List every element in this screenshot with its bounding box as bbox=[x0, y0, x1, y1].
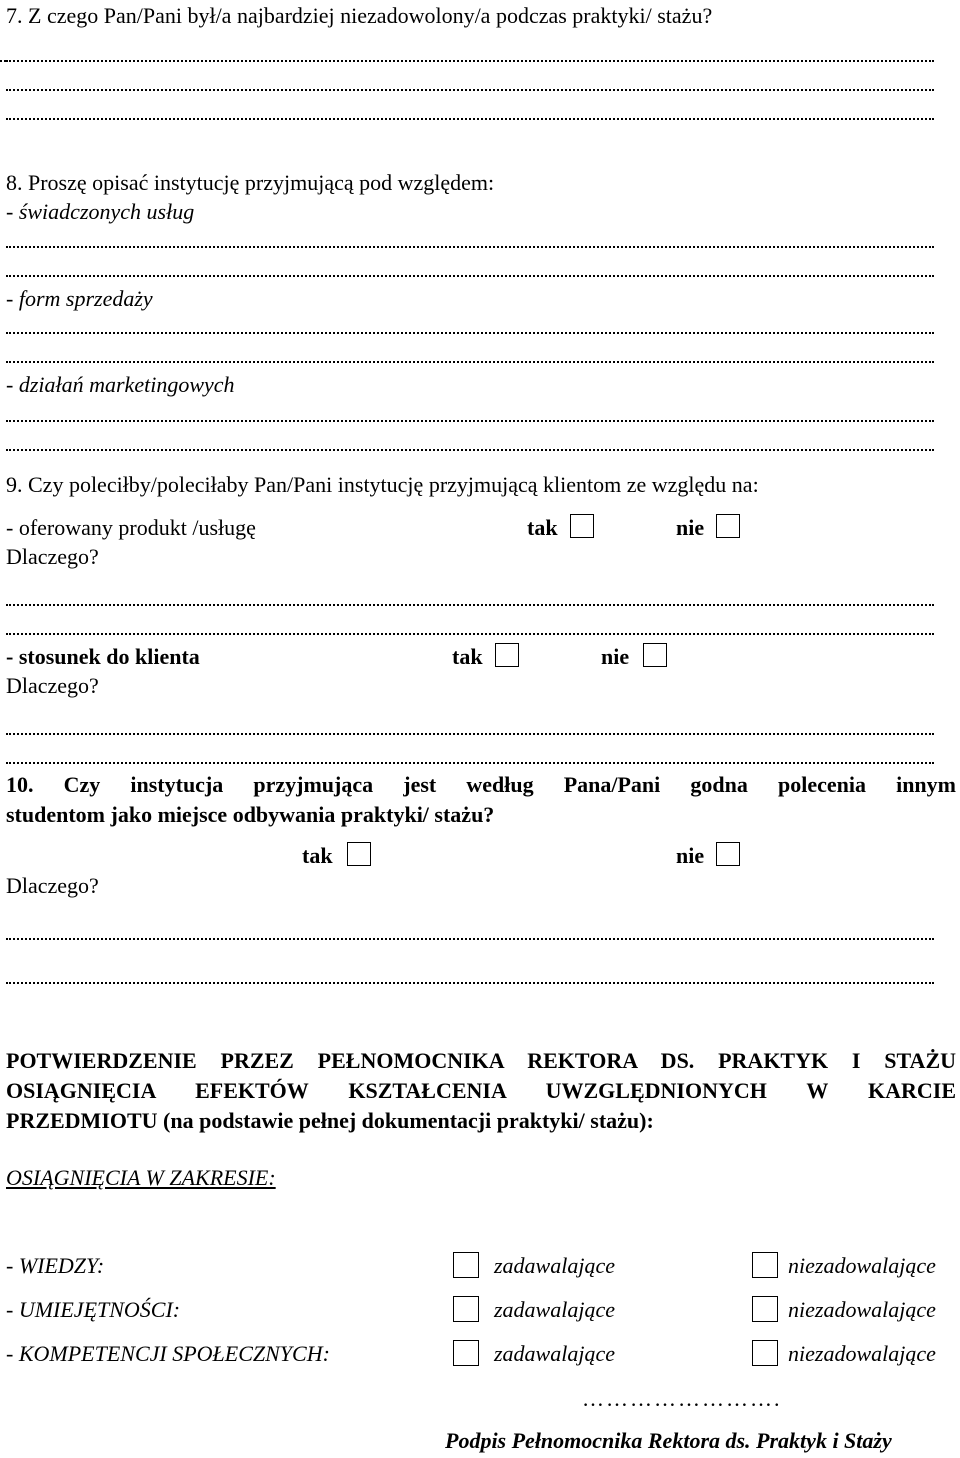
q10-no-checkbox[interactable] bbox=[716, 842, 740, 866]
q9-product-no-checkbox[interactable] bbox=[716, 514, 740, 538]
confirmation-heading-line1: POTWIERDZENIE PRZEZ PEŁNOMOCNIKA REKTORA DS. PRAKTYK I STAŻU bbox=[6, 1048, 956, 1073]
q10-question-line2: studentom jako miejsce odbywania praktyki/ stażu? bbox=[6, 802, 495, 827]
answer-line[interactable] bbox=[6, 762, 934, 764]
answer-line[interactable] bbox=[6, 332, 934, 334]
knowledge-unsatisfactory-checkbox[interactable] bbox=[752, 1252, 778, 1278]
q9-relation-no-checkbox[interactable] bbox=[643, 643, 667, 667]
skills-satisfactory-checkbox[interactable] bbox=[453, 1296, 479, 1322]
signature-line[interactable]: ……………………. bbox=[582, 1386, 782, 1411]
skills-unsatisfactory-checkbox[interactable] bbox=[752, 1296, 778, 1322]
answer-line[interactable] bbox=[6, 604, 934, 606]
answer-line[interactable] bbox=[6, 733, 934, 735]
social-satisfactory-label: zadawalające bbox=[494, 1341, 615, 1366]
q8-question: 8. Proszę opisać instytucję przyjmującą pod względem: bbox=[6, 170, 495, 195]
social-unsatisfactory-label: niezadowalające bbox=[788, 1341, 936, 1366]
knowledge-satisfactory-label: zadawalające bbox=[494, 1253, 615, 1278]
confirmation-heading-line3: PRZEDMIOTU (na podstawie pełnej dokumentacji praktyki/ stażu): bbox=[6, 1108, 654, 1133]
scope-heading: OSIĄGNIĘCIA W ZAKRESIE: bbox=[6, 1165, 276, 1190]
answer-line[interactable] bbox=[6, 420, 934, 422]
q10-yes-label: tak bbox=[302, 843, 333, 868]
confirmation-heading-line2: OSIĄGNIĘCIA EFEKTÓW KSZTAŁCENIA UWZGLĘDNIONYCH W KARCIE bbox=[6, 1078, 956, 1103]
q8-item-services: - świadczonych usług bbox=[6, 199, 195, 224]
skills-unsatisfactory-label: niezadowalające bbox=[788, 1297, 936, 1322]
answer-line[interactable] bbox=[6, 89, 934, 91]
q9-relation-why: Dlaczego? bbox=[6, 673, 99, 698]
q10-no-label: nie bbox=[676, 843, 705, 868]
q10-yes-checkbox[interactable] bbox=[347, 842, 371, 866]
answer-line[interactable] bbox=[6, 361, 934, 363]
answer-line[interactable] bbox=[6, 633, 934, 635]
q9-product-yes-checkbox[interactable] bbox=[570, 514, 594, 538]
q7-question: 7. Z czego Pan/Pani był/a najbardziej niezadowolony/a podczas praktyki/ stażu? bbox=[6, 3, 713, 28]
skills-satisfactory-label: zadawalające bbox=[494, 1297, 615, 1322]
social-satisfactory-checkbox[interactable] bbox=[453, 1340, 479, 1366]
answer-line[interactable] bbox=[6, 982, 934, 984]
q9-relation-yes-label: tak bbox=[452, 644, 483, 669]
scope-row-social-competences: - KOMPETENCJI SPOŁECZNYCH: bbox=[6, 1341, 330, 1366]
q10-why: Dlaczego? bbox=[6, 873, 99, 898]
q9-product-why: Dlaczego? bbox=[6, 544, 99, 569]
q9-question: 9. Czy poleciłby/poleciłaby Pan/Pani instytucję przyjmującą klientom ze względu na: bbox=[6, 472, 759, 497]
signature-caption: Podpis Pełnomocnika Rektora ds. Praktyk i Staży bbox=[445, 1428, 892, 1453]
q9-product-no-label: nie bbox=[676, 515, 705, 540]
social-unsatisfactory-checkbox[interactable] bbox=[752, 1340, 778, 1366]
answer-line[interactable] bbox=[6, 118, 934, 120]
scope-row-knowledge: - WIEDZY: bbox=[6, 1253, 105, 1278]
answer-line[interactable] bbox=[6, 246, 934, 248]
q9-item-customer-relation: - stosunek do klienta bbox=[6, 644, 200, 669]
q9-item-product: - oferowany produkt /usługę bbox=[6, 515, 256, 540]
knowledge-satisfactory-checkbox[interactable] bbox=[453, 1252, 479, 1278]
q8-item-marketing: - działań marketingowych bbox=[6, 372, 235, 397]
answer-line[interactable] bbox=[6, 60, 934, 62]
answer-line[interactable] bbox=[6, 449, 934, 451]
q9-relation-yes-checkbox[interactable] bbox=[495, 643, 519, 667]
q10-question-line1: 10. Czy instytucja przyjmująca jest według Pana/Pani godna polecenia innym bbox=[6, 772, 956, 797]
q8-item-sales-forms: - form sprzedaży bbox=[6, 286, 153, 311]
knowledge-unsatisfactory-label: niezadowalające bbox=[788, 1253, 936, 1278]
q9-product-yes-label: tak bbox=[527, 515, 558, 540]
answer-line[interactable] bbox=[6, 275, 934, 277]
q9-relation-no-label: nie bbox=[601, 644, 630, 669]
scope-row-skills: - UMIEJĘTNOŚCI: bbox=[6, 1297, 181, 1322]
answer-line[interactable] bbox=[6, 938, 934, 940]
